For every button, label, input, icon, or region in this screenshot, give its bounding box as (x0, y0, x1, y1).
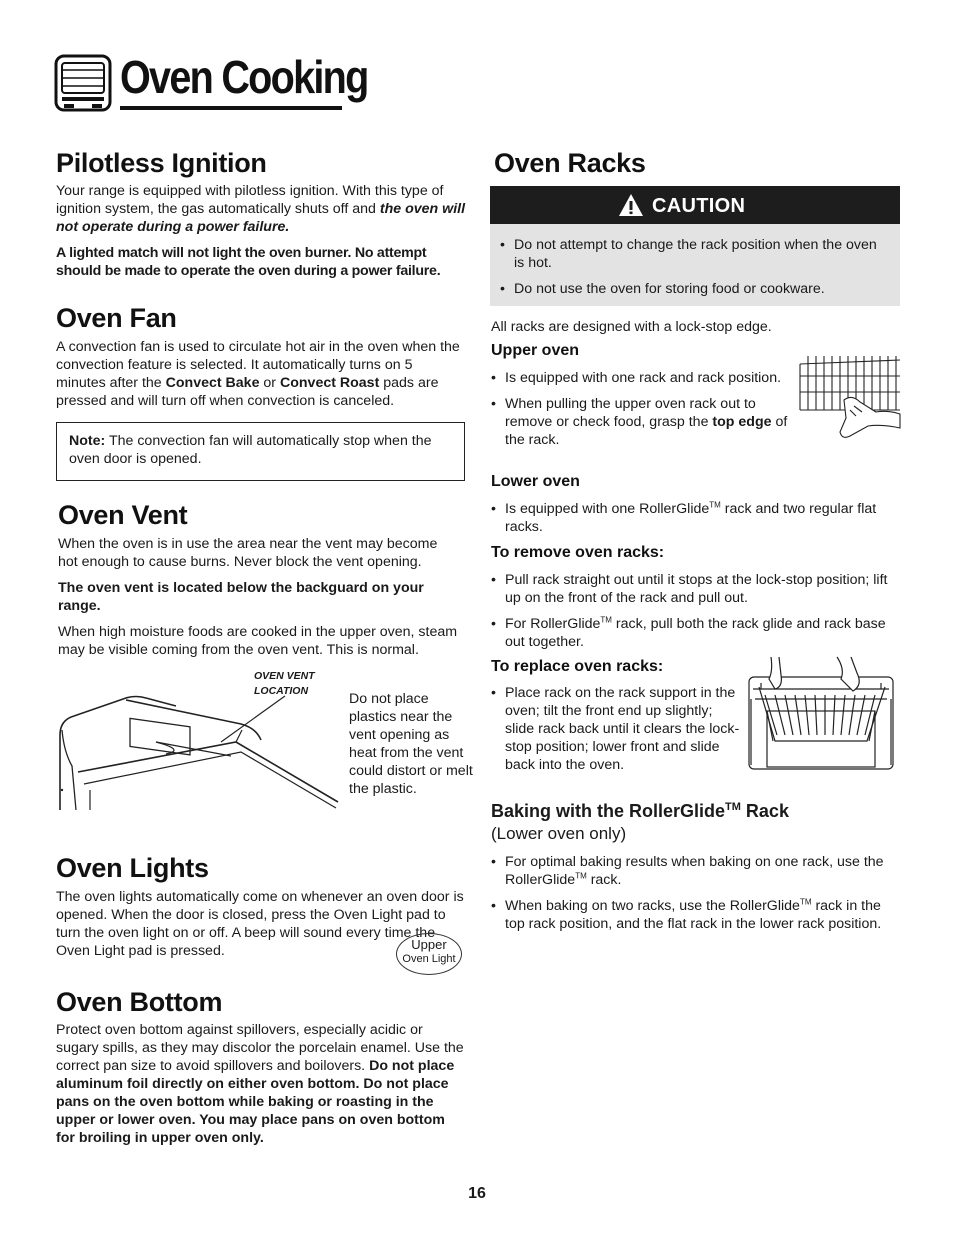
oven-bottom-heading: Oven Bottom (56, 987, 223, 1017)
oven-lights-heading: Oven Lights (56, 853, 209, 883)
replace-racks-subheading: To replace oven racks: (491, 658, 664, 675)
caution-item: • Do not attempt to change the rack position when the oven is hot. (500, 236, 890, 272)
oven-icon (54, 54, 112, 112)
oven-fan-heading: Oven Fan (56, 303, 177, 333)
lower-oven-list: • Is equipped with one RollerGlide™ rack and two regular flat racks. (491, 500, 901, 536)
baking-rollerglide-subheading: Baking with the RollerGlide™ Rack (491, 801, 789, 821)
page-number: 16 (468, 1185, 486, 1202)
baking-rollerglide-subtitle: (Lower oven only) (491, 824, 627, 843)
oven-bottom-text: Protect oven bottom against spillovers, especially acidic or sugary spills, as they may discolor the porcelain enamel. Use the correct pan size to avoid spillovers and boilovers. Do not place aluminum foil directly on either oven bottom. Do not place pans on the oven bottom while baking or roasting in the upper or lower oven. You may place pans on oven bottom for broiling in upper oven only. (56, 1022, 464, 1146)
vent-side-note: Do not place plastics near the vent opening as heat from the vent could distort or melt the plastic. (349, 691, 473, 797)
upper-rack-illustration (796, 352, 902, 442)
title-underline (120, 106, 342, 110)
page-title: Oven Cooking (120, 51, 368, 103)
oven-vent-text: When the oven is in use the area near the vent may become hot enough to cause burns. Never block the vent opening. The oven vent is located below the backguard on your range. When high moisture foods are cooked in the upper oven, steam may be visible coming from the oven vent. This is normal. (58, 536, 458, 658)
vent-figure-label: OVEN VENT LOCATION (254, 670, 315, 697)
oven-vent-figure (56, 680, 346, 812)
upper-oven-light-button: Upper Oven Light (396, 933, 462, 975)
pilotless-ignition-heading: Pilotless Ignition (56, 148, 267, 178)
oven-racks-heading: Oven Racks (494, 148, 646, 178)
oven-fan-text: A convection fan is used to circulate hot air in the oven when the convection feature is selected. It automatically turns on 5 minutes after the Convect Bake or Convect Roast pads are pressed and will turn off when convection is canceled. (56, 339, 460, 409)
oven-lights-text: The oven lights automatically come on whenever an oven door is opened. When the door is closed, press the Oven Light pad to turn the oven light on or off. A beep will sound every time the Oven Light pad is pressed. (56, 889, 464, 959)
warning-triangle-icon (618, 193, 644, 217)
lower-rack-illustration (745, 655, 897, 773)
replace-racks-list: • Place rack on the rack support in the oven; tilt the front end up slightly; slide rack back until it clears the lock-stop position; lower front and slide back into the oven. (491, 684, 741, 774)
racks-intro: All racks are designed with a lock-stop edge. (491, 319, 772, 335)
remove-racks-subheading: To remove oven racks: (491, 544, 665, 561)
upper-oven-list: • Is equipped with one rack and rack position. • When pulling the upper oven rack out to remove or check food, grasp the top edge of the rack. (491, 369, 791, 449)
oven-vent-heading: Oven Vent (58, 500, 188, 530)
baking-rollerglide-list: • For optimal baking results when baking on one rack, use the RollerGlide™ rack. • When baking on two racks, use the RollerGlide™ rack in the top rack position, and the flat rack in the lower rack position. (491, 853, 901, 933)
caution-list (490, 224, 900, 306)
pilotless-ignition-text: Your range is equipped with pilotless ignition. With this type of ignition system, the gas automatically shuts off and the oven will not operate during a power failure. A lighted match will not light the oven burner. No attempt should be made to operate the oven during a power failure. (56, 183, 466, 279)
upper-oven-subheading: Upper oven (491, 342, 580, 359)
caution-item: • Do not use the oven for storing food or cookware. (500, 280, 890, 298)
caution-banner (490, 186, 900, 224)
note-box: Note: The convection fan will automatically stop when the oven door is opened. (56, 422, 465, 481)
caution-label: CAUTION (652, 195, 746, 217)
lower-oven-subheading: Lower oven (491, 473, 580, 490)
remove-racks-list: • Pull rack straight out until it stops at the lock-stop position; lift up on the front of the rack and pull out. • For RollerGlide™ rack, pull both the rack glide and rack base out together. (491, 571, 901, 651)
